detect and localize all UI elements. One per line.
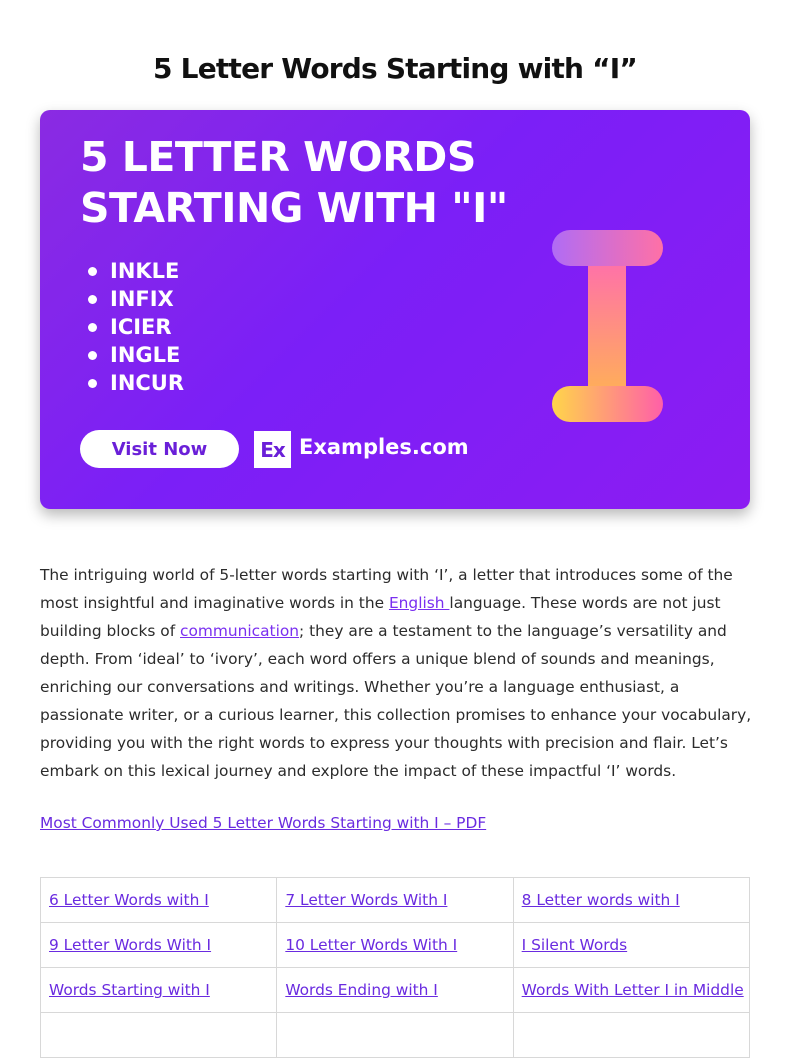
hero-banner[interactable] [40,110,750,509]
banner-word: INCUR [88,369,184,397]
banner-word: INGLE [88,341,184,369]
big-letter-i-icon [550,228,665,424]
bullet-icon [88,323,97,332]
communication-link[interactable]: communication [180,622,300,640]
bullet-icon [88,351,97,360]
banner-word: ICIER [88,313,184,341]
related-link[interactable]: 9 Letter Words With I [49,936,212,954]
bullet-icon [88,379,97,388]
examples-logo-icon: Ex [254,431,291,468]
related-link[interactable]: Words Starting with I [49,981,210,999]
banner-word-list [88,257,184,397]
banner-word: INFIX [88,285,184,313]
table-cell [277,1013,513,1058]
related-link[interactable]: 8 Letter words with I [521,891,680,909]
bullet-icon [88,295,97,304]
related-link[interactable]: I Silent Words [521,936,628,954]
related-link[interactable]: 10 Letter Words With I [285,936,458,954]
pdf-download-link[interactable]: Most Commonly Used 5 Letter Words Starting with I – PDF [40,814,487,832]
related-link[interactable]: Words Ending with I [285,981,438,999]
table-row [41,968,750,1013]
table-cell [41,1013,277,1058]
table-row [41,923,750,968]
table-cell [41,968,277,1013]
table-cell [513,968,749,1013]
table-cell [41,878,277,923]
page-title: 5 Letter Words Starting with “I” [153,52,637,85]
brand-name: Examples.com [299,435,469,459]
related-link[interactable]: 6 Letter Words with I [49,891,209,909]
english-link[interactable]: English [388,594,450,612]
banner-heading-line-2: STARTING WITH "I" [80,184,508,232]
table-row [41,1013,750,1058]
table-row [41,878,750,923]
table-cell [277,923,513,968]
table-cell [41,923,277,968]
banner-heading-line-1: 5 LETTER WORDS [80,133,476,181]
related-link[interactable]: Words With Letter I in Middle [521,981,744,999]
table-cell [513,923,749,968]
banner-word: INKLE [88,257,184,285]
table-cell [513,1013,749,1058]
table-cell [277,968,513,1013]
visit-now-button[interactable]: Visit Now [80,430,239,468]
related-link[interactable]: 7 Letter Words With I [285,891,448,909]
table-cell [513,878,749,923]
banner-heading [80,132,508,234]
related-links-table [40,877,750,1058]
bullet-icon [88,267,97,276]
intro-paragraph: The intriguing world of 5-letter words starting with ‘I’, a letter that introduces some of the most insightful and imaginative words in the English language. These words are not just building blocks of communication; they are a testament to the language’s versatility and depth. From ‘ideal’ to ‘ivory’, each word offers a unique blend of sounds and meanings, enriching our conversations and writings. Whether you’re a language enthusiast, a passionate writer, or a curious learner, this collection promises to enhance your vocabulary, providing you with the right words to express your thoughts with precision and flair. Let’s embark on this lexical journey and explore the impact of these impactful ‘I’ words. [40,566,752,780]
table-cell [277,878,513,923]
